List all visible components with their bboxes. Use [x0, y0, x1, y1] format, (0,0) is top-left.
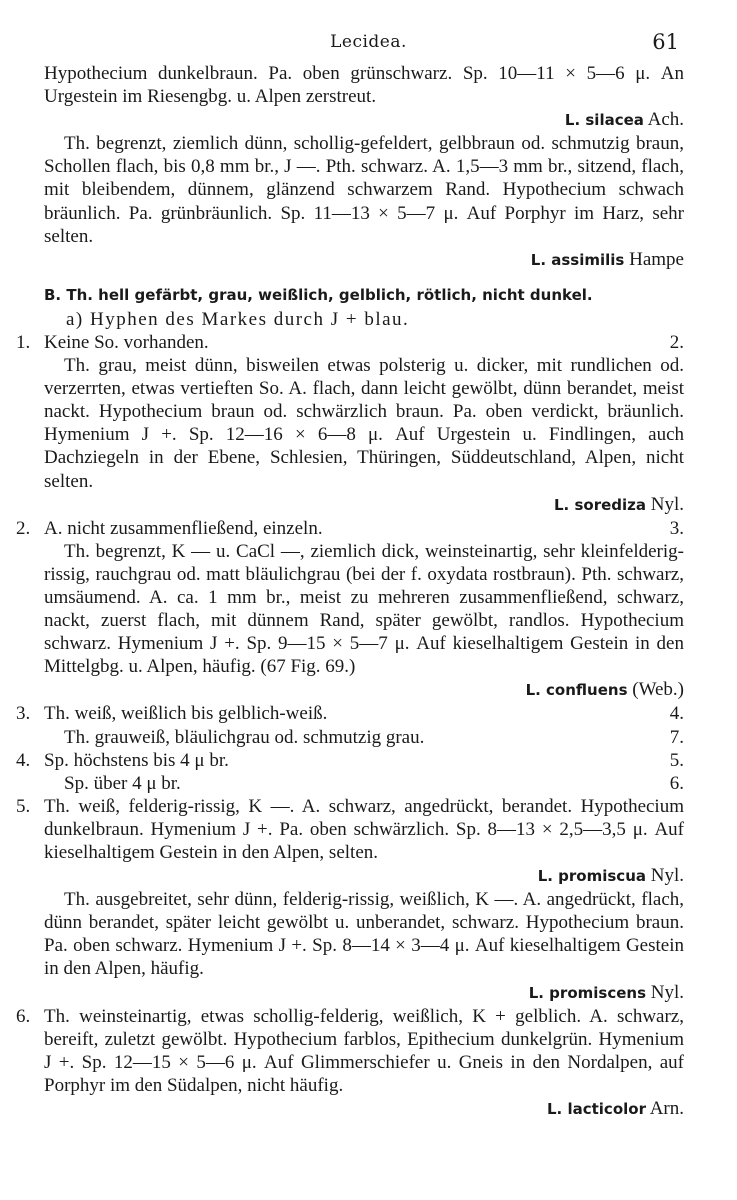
entry-number: 6.: [16, 1005, 31, 1027]
entry-number: 2.: [16, 517, 31, 539]
entry-text: Th. grauweiß, bläulichgrau od. schmutzig grau.: [64, 726, 425, 748]
entry-text: Keine So. vorhanden.: [44, 331, 209, 353]
section-heading-a: a) Hyphen des Markes durch J + blau.: [66, 308, 410, 330]
entry-goto: 5.: [669, 749, 684, 771]
entry-goto: 2.: [669, 331, 684, 353]
species-author: (Web.): [632, 679, 684, 701]
key-entry-1: [16, 331, 684, 354]
page-header: [0, 32, 737, 58]
entry-description: Th. weiß, felderig-rissig, K —. A. schwarz, angedrückt, berandet. Hypothecium dunkelbraun. Hymenium J +. Pa. oben schwärzlich. Sp. 8—13 × 2,5—3,5 μ. Auf kieselhaltigem Gestein in den Alpen, selten.: [44, 795, 684, 863]
species-name: L. confluens: [525, 681, 628, 700]
key-entry-4: [16, 749, 684, 772]
species-name: L. assimilis: [530, 250, 625, 269]
species-promiscua: [44, 864, 684, 888]
entry-goto: 3.: [669, 517, 684, 539]
species-silacea: [44, 108, 684, 132]
entry-goto: 7.: [669, 726, 684, 748]
key-entry-4b: [44, 772, 684, 795]
entry-number: 5.: [16, 795, 31, 817]
species-author: Hampe: [629, 248, 684, 270]
species-sorediza: [44, 493, 684, 517]
entry-text: Sp. über 4 μ br.: [64, 772, 181, 794]
paragraph-2: Th. begrenzt, ziemlich dünn, schollig-gefeldert, gelbbraun od. schmutzig braun, Schollen flach, bis 0,8 mm br., J —. Pth. schwarz. A. 1,5—3 mm br., sitzend, flach, mit bleibendem, dünnem, glänzend schwarzem Rand. Hypothecium schwach bräunlich. Pa. grünbräunlich. Sp. 11—13 × 5—7 μ. Auf Porphyr im Harz, sehr selten.: [44, 133, 684, 247]
species-assimilis: [44, 248, 684, 272]
section-heading-b: B. Th. hell gefärbt, grau, weißlich, gelblich, rötlich, nicht dunkel.: [44, 285, 593, 304]
entry-description: Th. ausgebreitet, sehr dünn, felderig-rissig, weißlich, K —. A. angedrückt, flach, dünn berandet, später leicht gewölbt u. unberandet, schwarz. Hypothecium braun. Pa. oben schwarz. Hymenium J +. Sp. 8—14 × 3—4 μ. Auf kieselhaltigem Gestein in den Alpen, häufig.: [44, 889, 684, 980]
entry-description: Th. weinsteinartig, etwas schollig-felderig, weißlich, K + gelblich. A. schwarz, bereift, zuletzt gewölbt. Hypothecium farblos, Epithecium dunkelgrün. Hymenium J +. Sp. 12—15 × 5—6 μ. Auf Glimmerschiefer u. Gneis in den Nordalpen, auf Porphyr im den Südalpen, nicht häufig.: [44, 1005, 684, 1096]
key-entry-2: [16, 517, 684, 540]
species-promiscens: [44, 981, 684, 1005]
species-name: L. sorediza: [553, 495, 646, 514]
key-entry-5: [16, 795, 684, 864]
entry-goto: 6.: [669, 772, 684, 794]
species-name: L. lacticolor: [546, 1100, 646, 1119]
key-entry-3: [16, 702, 684, 725]
key-entry-3b: [44, 726, 684, 749]
entry-text: Th. weiß, weißlich bis gelblich-weiß.: [44, 703, 328, 725]
key-entry-6: [16, 1005, 684, 1097]
species-author: Ach.: [647, 109, 684, 131]
species-confluens: [44, 678, 684, 702]
entry-number: 1.: [16, 331, 31, 353]
species-name: L. promiscua: [537, 867, 646, 886]
species-author: Nyl.: [650, 865, 684, 887]
species-author: Nyl.: [650, 493, 684, 515]
text-body: [16, 62, 684, 1121]
entry-number: 4.: [16, 749, 31, 771]
species-name: L. silacea: [564, 111, 644, 130]
entry-text: Sp. höchstens bis 4 μ br.: [44, 749, 229, 771]
entry-number: 3.: [16, 703, 31, 725]
running-title: Lecidea.: [330, 32, 407, 52]
page-number: 61: [652, 30, 679, 54]
paragraph-1: Hypothecium dunkelbraun. Pa. oben grünschwarz. Sp. 10—11 × 5—6 μ. An Urgestein im Riesengbg. u. Alpen zerstreut.: [44, 63, 684, 108]
species-name: L. promiscens: [528, 983, 646, 1002]
entry-description: Th. begrenzt, K — u. CaCl —, ziemlich dick, weinsteinartig, sehr kleinfelderig-rissig, rauchgrau od. matt bläulichgrau (bei der f. oxydata rostbraun). Pth. schwarz, umsäumend. A. ca. 1 mm br., meist zu mehreren zusammenfließend, schwarz, nackt, zuerst flach, mit dünnem Rand, später gewölbt, randlos. Hypothecium schwarz. Hymenium J +. Sp. 9—15 × 5—7 μ. Auf kieselhaltigem Gestein in den Mittelgbg. u. Alpen, häufig. (67 Fig. 69.): [44, 540, 684, 678]
species-author: Nyl.: [650, 981, 684, 1003]
entry-text: A. nicht zusammenfließend, einzeln.: [44, 517, 323, 539]
entry-goto: 4.: [669, 703, 684, 725]
species-lacticolor: [44, 1097, 684, 1121]
species-author: Arn.: [649, 1098, 684, 1120]
entry-description: Th. grau, meist dünn, bisweilen etwas polsterig u. dicker, mit rundlichen od. verzerrten, etwas vertieften So. A. flach, dann leicht gewölbt, dünn berandet, meist nackt. Hypothecium braun od. schwärzlich braun. Pa. oben verdickt, bräunlich. Hymenium J +. Sp. 12—16 × 6—8 μ. Auf Urgestein u. Findlingen, auch Dachziegeln in der Ebene, Schlesien, Thüringen, Süddeutschland, Alpen, nicht selten.: [44, 355, 684, 492]
